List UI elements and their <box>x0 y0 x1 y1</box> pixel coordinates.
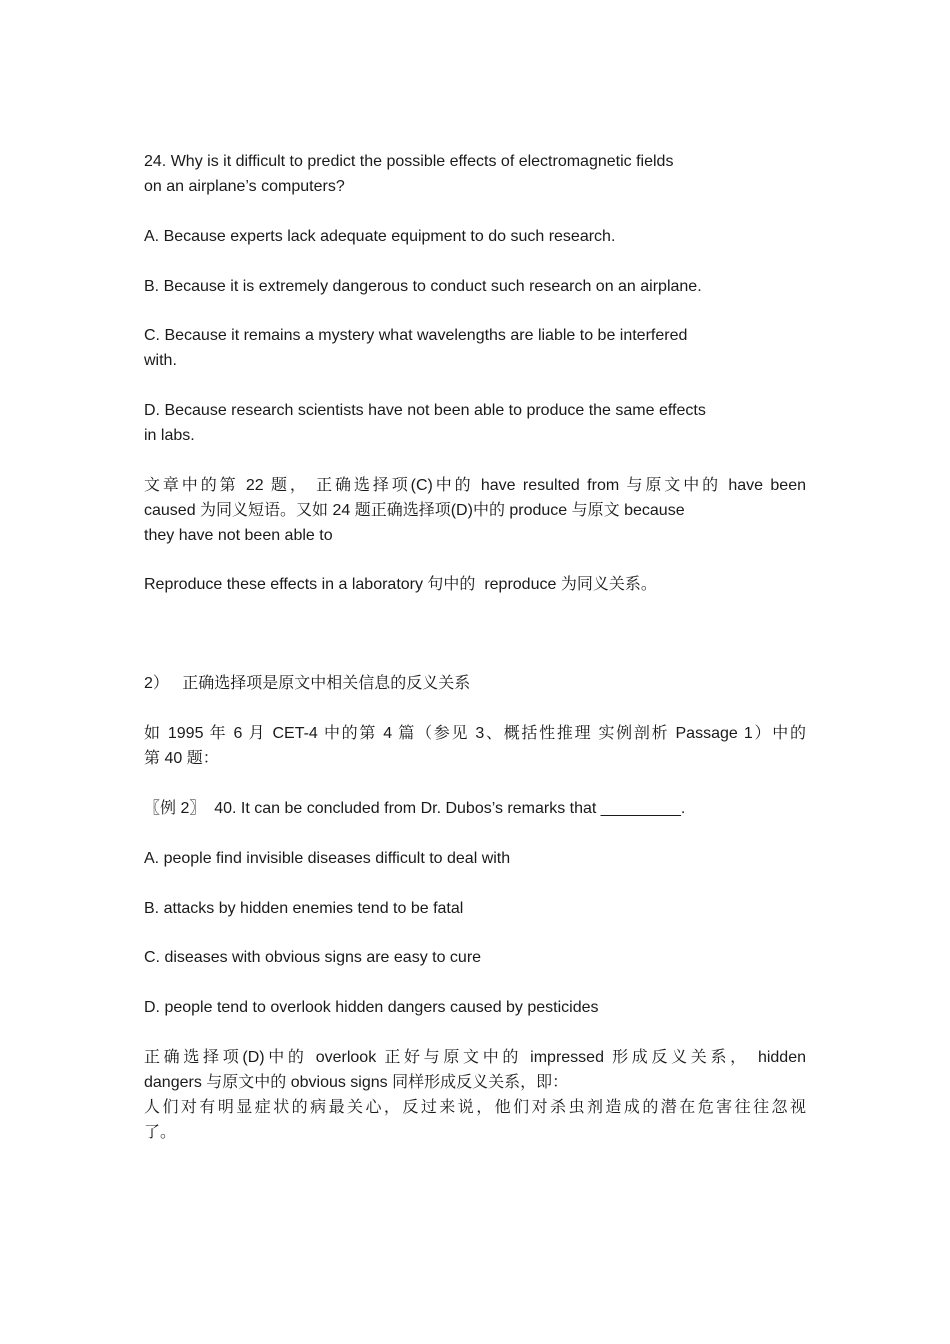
analysis1-line1: 文章中的第 22 题， 正确选择项(C)中的 have resulted from 与原文中的 have been <box>144 477 806 494</box>
q24-option-c-line1: C. Because it remains a mystery what wavelengths are liable to be interfered <box>144 327 688 344</box>
section2-intro-line1: 如 1995 年 6 月 CET-4 中的第 4 篇（参见 3、概括性推理 实例剖析 Passage 1）中的 <box>144 725 806 742</box>
q24-option-c-line2: with. <box>144 352 177 369</box>
q24-stem-line2: on an airplane’s computers? <box>144 178 345 195</box>
section2-heading: 2） 正确选择项是原文中相关信息的反义关系 <box>144 675 471 692</box>
q24-stem-line1: 24. Why is it difficult to predict the possible effects of electromagnetic fields <box>144 153 674 170</box>
analysis1-line2: caused 为同义短语。又如 24 题正确选择项(D)中的 produce 与原文 because <box>144 502 685 519</box>
analysis2-line3: 人们对有明显症状的病最关心，反过来说，他们对杀虫剂造成的潜在危害往往忽视 <box>144 1099 806 1116</box>
analysis2-line2: dangers 与原文中的 obvious signs 同样形成反义关系，即： <box>144 1074 569 1091</box>
q40-option-c: C. diseases with obvious signs are easy to cure <box>144 949 482 966</box>
analysis2-line1: 正确选择项(D)中的 overlook 正好与原文中的 impressed 形成反义关系， hidden <box>144 1049 806 1066</box>
q24-option-d-line1: D. Because research scientists have not been able to produce the same effects <box>144 402 706 419</box>
section2-intro-line2: 第 40 题： <box>144 750 219 767</box>
analysis1-line3: they have not been able to <box>144 527 333 544</box>
q40-option-d: D. people tend to overlook hidden dangers caused by pesticides <box>144 999 599 1016</box>
analysis2-line4: 了。 <box>144 1124 177 1141</box>
q40-option-b: B. attacks by hidden enemies tend to be fatal <box>144 900 464 917</box>
q24-option-d-line2: in labs. <box>144 427 195 444</box>
q24-option-b: B. Because it is extremely dangerous to conduct such research on an airplane. <box>144 278 702 295</box>
q40-option-a: A. people find invisible diseases difficult to deal with <box>144 850 511 867</box>
analysis1-line4: Reproduce these effects in a laboratory 句中的 reproduce 为同义关系。 <box>144 576 657 593</box>
q40-stem: 〖例 2〗 40. It can be concluded from Dr. Dubos’s remarks that _________. <box>144 800 686 817</box>
q24-option-a: A. Because experts lack adequate equipment to do such research. <box>144 228 616 245</box>
